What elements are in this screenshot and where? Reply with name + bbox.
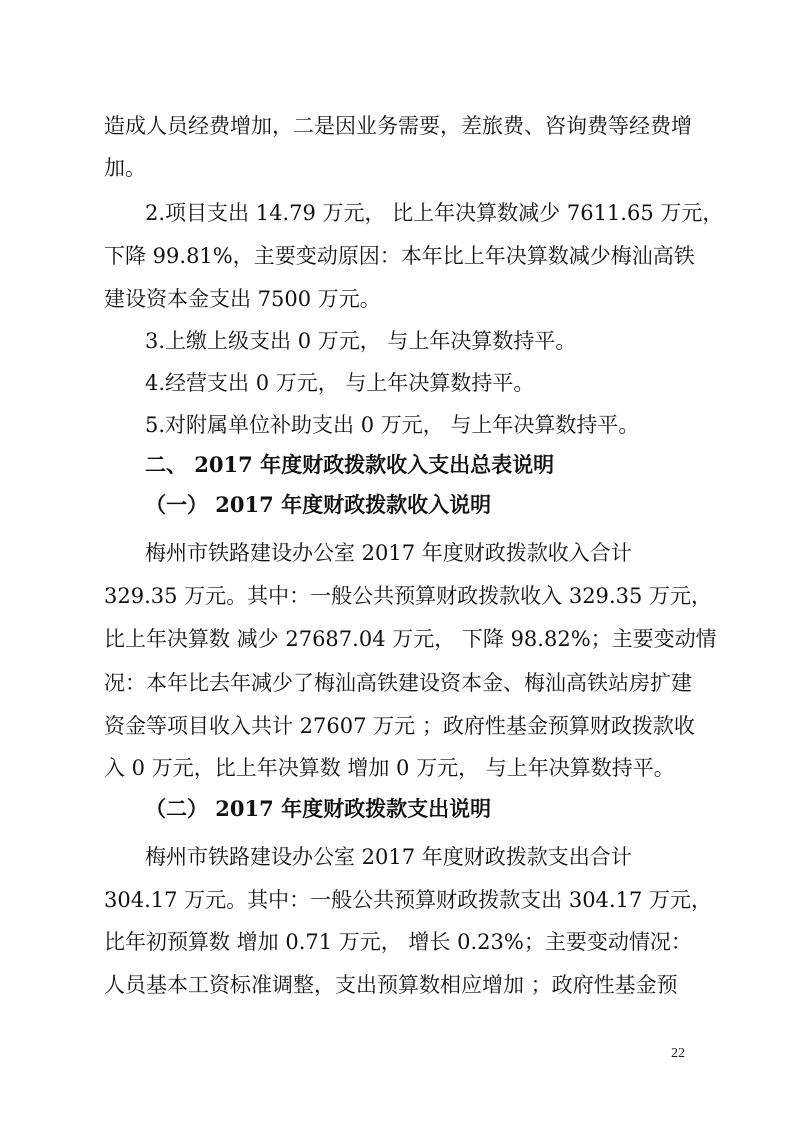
text-line: 5.对附属单位补助支出 0 万元， 与上年决算数持平。 xyxy=(145,413,640,437)
text-line: 建设资本金支出 7500 万元。 xyxy=(104,287,381,311)
text-line: 造成人员经费增加，二是因业务需要，差旅费、咨询费等经费增 xyxy=(104,114,692,138)
text-line: 入 0 万元，比上年决算数 增加 0 万元， 与上年决算数持平。 xyxy=(104,756,675,780)
text-line: 梅州市铁路建设办公室 2017 年度财政拨款支出合计 xyxy=(145,845,632,869)
subsection-heading: （一） 2017 年度财政拨款收入说明 xyxy=(145,492,492,517)
text-line: 资金等项目收入共计 27607 万元 ；政府性基金预算财政拨款收 xyxy=(104,714,695,738)
text-line: 比年初预算数 增加 0.71 万元， 增长 0.23%；主要变动情况： xyxy=(104,930,692,954)
text-line: 304.17 万元。其中：一般公共预算财政拨款支出 304.17 万元， xyxy=(104,888,712,912)
text-line: 329.35 万元。其中：一般公共预算财政拨款收入 329.35 万元， xyxy=(104,584,712,608)
section-heading: 二、 2017 年度财政拨款收入支出总表说明 xyxy=(145,452,555,477)
text-line: 下降 99.81%，主要变动原因：本年比上年决算数减少梅汕高铁 xyxy=(104,244,695,268)
text-line: 况：本年比去年减少了梅汕高铁建设资本金、梅汕高铁站房扩建 xyxy=(104,671,692,695)
page-number: 22 xyxy=(671,1046,685,1061)
text-line: 2.项目支出 14.79 万元， 比上年决算数减少 7611.65 万元， xyxy=(145,201,724,225)
text-line: 人员基本工资标准调整，支出预算数相应增加 ；政府性基金预 xyxy=(104,973,678,997)
text-line: 3.上缴上级支出 0 万元， 与上年决算数持平。 xyxy=(145,329,577,353)
text-line: 梅州市铁路建设办公室 2017 年度财政拨款收入合计 xyxy=(145,541,632,565)
text-line: 加。 xyxy=(104,156,146,180)
subsection-heading: （二） 2017 年度财政拨款支出说明 xyxy=(145,796,492,821)
text-line: 比上年决算数 减少 27687.04 万元， 下降 98.82%；主要变动情 xyxy=(104,627,717,651)
text-line: 4.经营支出 0 万元， 与上年决算数持平。 xyxy=(145,371,535,395)
